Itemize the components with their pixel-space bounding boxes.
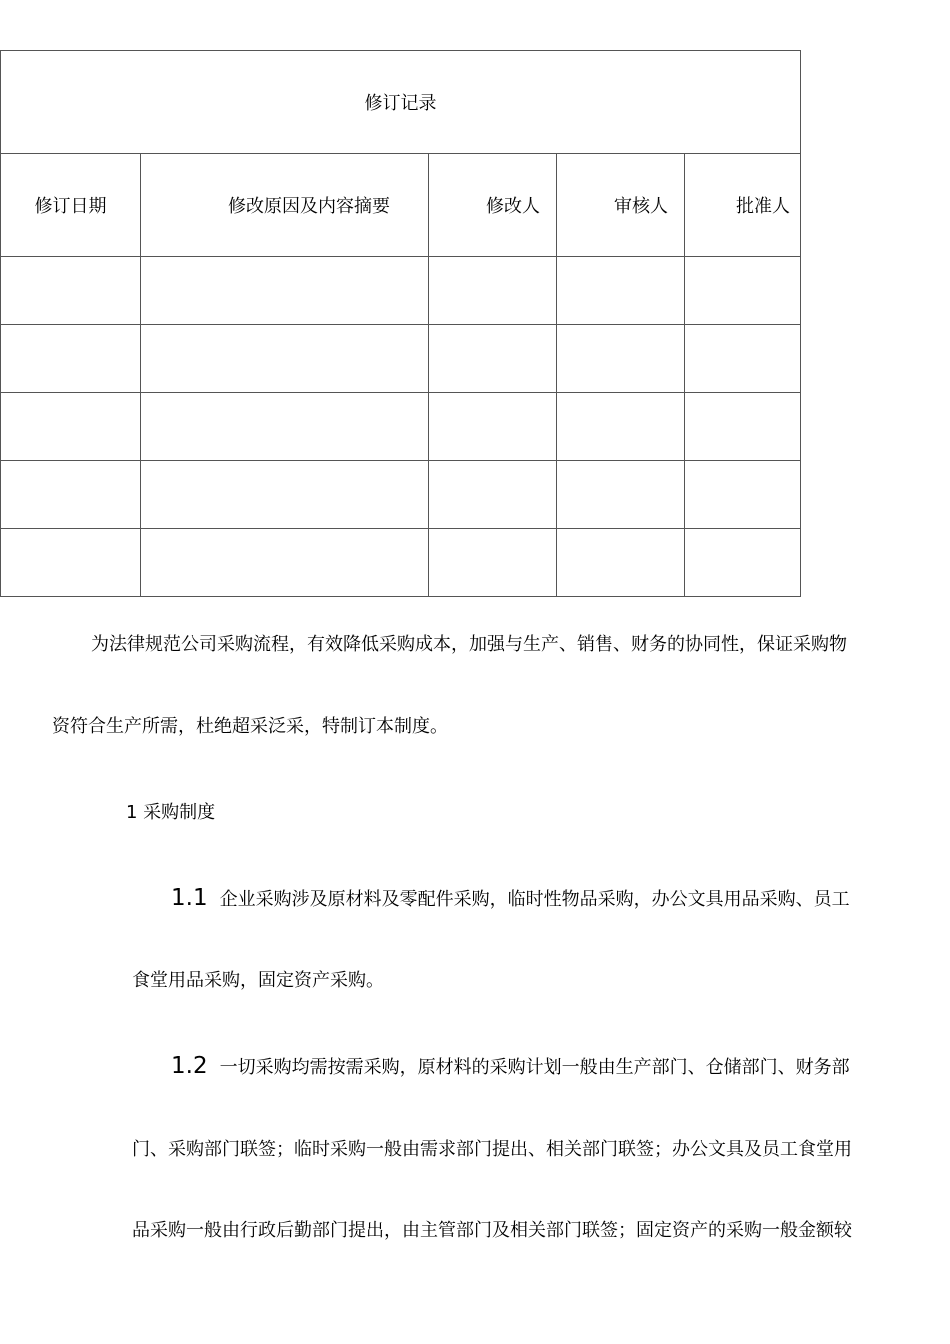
clause-1-2-line-2: 门、采购部门联签；临时采购一般由需求部门提出、相关部门联签；办公文具及员工食堂用: [132, 1139, 852, 1160]
table-cell: [685, 393, 801, 461]
section-heading: 1 采购制度: [126, 802, 216, 823]
clause-number: 1.1: [171, 885, 208, 911]
table-cell: [685, 461, 801, 529]
revision-record-table: [0, 50, 801, 597]
table-cell: [557, 461, 685, 529]
clause-text: 企业采购涉及原材料及零配件采购，临时性物品采购，办公文具用品采购、员工: [219, 889, 850, 910]
table-cell: [429, 529, 557, 597]
table-cell: [429, 257, 557, 325]
table-cell: [1, 325, 141, 393]
table-cell: [141, 529, 429, 597]
table-cell: [141, 393, 429, 461]
intro-paragraph-line-2: 资符合生产所需，杜绝超采泛采，特制订本制度。: [52, 716, 448, 737]
table-cell: [141, 461, 429, 529]
column-header-modifier: 修改人: [429, 154, 557, 257]
table-row: [1, 325, 801, 393]
table-cell: [557, 325, 685, 393]
clause-1-2-line-1: [171, 1055, 850, 1078]
table-cell: [685, 529, 801, 597]
clause-text: 一切采购均需按需采购，原材料的采购计划一般由生产部门、仓储部门、财务部: [219, 1057, 850, 1078]
column-header-reviewer: 审核人: [557, 154, 685, 257]
table-title: 修订记录: [1, 51, 801, 154]
table-cell: [557, 529, 685, 597]
table-cell: [429, 461, 557, 529]
table-row: [1, 529, 801, 597]
table-cell: [685, 325, 801, 393]
table-cell: [429, 393, 557, 461]
column-header-approver: 批准人: [685, 154, 801, 257]
table-cell: [557, 257, 685, 325]
table-row: [1, 461, 801, 529]
table-row: [1, 257, 801, 325]
column-header-change-summary: 修改原因及内容摘要: [141, 154, 429, 257]
table-cell: [685, 257, 801, 325]
clause-1-1-line-2: 食堂用品采购，固定资产采购。: [132, 970, 384, 991]
table-header-row: [1, 154, 801, 257]
table-cell: [1, 529, 141, 597]
clause-1-2-line-3: 品采购一般由行政后勤部门提出，由主管部门及相关部门联签；固定资产的采购一般金额较: [132, 1220, 852, 1241]
clause-1-1-line-1: [171, 887, 850, 910]
table-cell: [1, 257, 141, 325]
table-cell: [429, 325, 557, 393]
table-cell: [1, 461, 141, 529]
table-cell: [141, 325, 429, 393]
clause-number: 1.2: [171, 1053, 208, 1079]
column-header-revision-date: 修订日期: [1, 154, 141, 257]
table-cell: [141, 257, 429, 325]
table-cell: [557, 393, 685, 461]
intro-paragraph-line-1: 为法律规范公司采购流程，有效降低采购成本，加强与生产、销售、财务的协同性，保证采购物: [91, 634, 847, 655]
table-cell: [1, 393, 141, 461]
table-row: [1, 393, 801, 461]
